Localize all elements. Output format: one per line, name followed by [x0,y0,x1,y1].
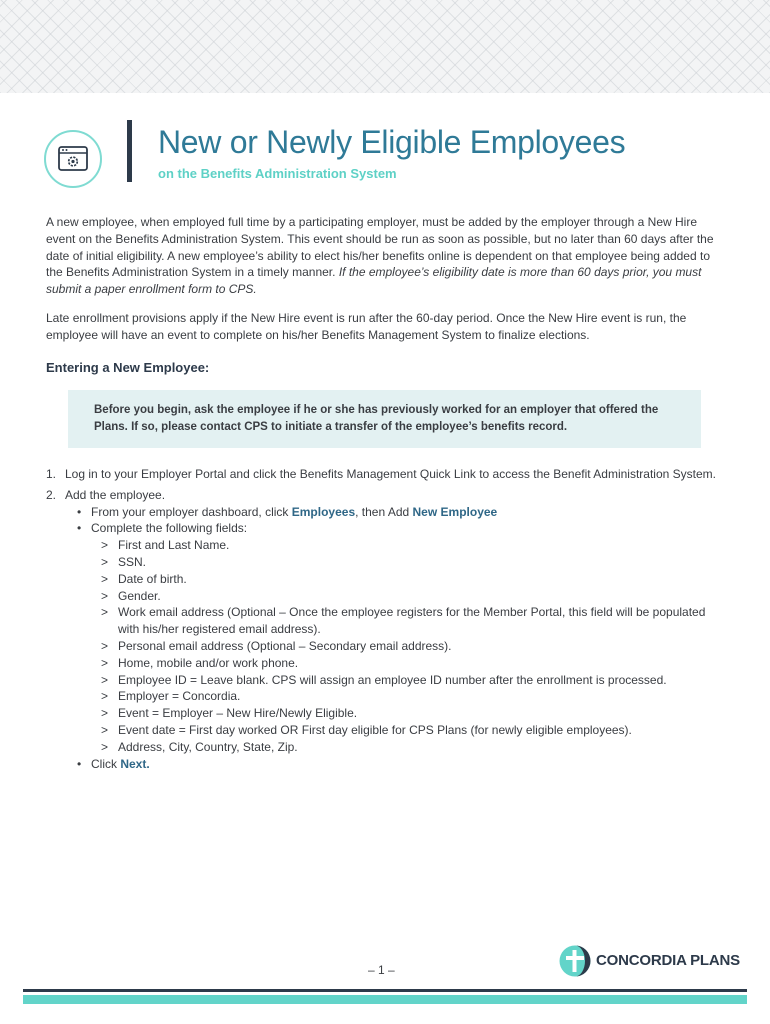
bullet-list [65,504,726,773]
field-item [101,588,726,605]
page-title: New or Newly Eligible Employees [158,124,626,160]
subitem-marker: > [101,588,109,603]
field-text: Home, mobile and/or work phone. [118,655,299,670]
bullet-text: Complete the following fields: [91,521,248,536]
page-subtitle: on the Benefits Administration System [158,166,397,181]
intro-italic-note: If the employee’s eligibility date is more than 60 days prior, you must submit a paper enrollment form to CPS. [46,265,702,297]
bullet-text: Click [91,756,121,771]
subitem-marker: > [101,722,109,737]
step-number: 2. [46,487,57,502]
field-text: SSN. [118,554,147,569]
employees-link[interactable]: Employees [291,504,356,519]
bullet-item [75,756,726,773]
subitem-marker: > [101,538,109,553]
page-number: – 1 – [368,963,395,977]
footer-rule-teal [23,995,747,1004]
new-employee-link[interactable]: New Employee [412,504,498,519]
field-text: Address, City, Country, State, Zip. [118,739,298,754]
field-item [101,638,726,655]
logo-text: CONCORDIA PLANS [596,952,740,969]
field-text: Employer = Concordia. [118,689,241,704]
subitem-marker: > [101,638,109,653]
header-divider [127,120,132,182]
field-item [101,655,726,672]
field-item [101,604,726,638]
bullet-marker: • [77,756,82,771]
field-text: Employee ID = Leave blank. CPS will assign an employee ID number after the enrollment is processed. [118,672,667,687]
field-text: Gender. [118,588,161,603]
subitem-marker: > [101,689,109,704]
late-enrollment-paragraph: Late enrollment provisions apply if the New Hire event is run after the 60-day period. Once the New Hire event is run, the employee will have an event to complete on his/her Benefits Management System to finalize elections. [46,311,687,342]
field-item [101,554,726,571]
steps-list [46,466,726,772]
subitem-marker: > [101,739,109,754]
step-text: Add the employee. [65,487,166,502]
field-item [101,571,726,588]
field-item [101,722,726,739]
field-item [101,739,726,756]
browser-gear-icon [44,130,102,188]
next-link[interactable]: Next. [120,756,150,771]
field-text: Date of birth. [118,571,187,586]
bullet-text: , then Add [355,504,413,519]
footer-rule-dark [23,989,747,992]
field-text: Work email address (Optional – Once the employee registers for the Member Portal, this field will be populated with his/her registered email address). [118,605,706,637]
subitem-marker: > [101,554,109,569]
document-header [44,120,734,190]
step-text: Log in to your Employer Portal and click the Benefits Management Quick Link to access the Benefit Administration System. [65,467,716,481]
field-item [101,537,726,554]
step-item [46,487,726,773]
bullet-item [75,520,726,755]
field-text: Event date = First day worked OR First day eligible for CPS Plans (for newly eligible employees). [118,722,632,737]
subitem-marker: > [101,706,109,721]
field-item [101,672,726,689]
field-item [101,705,726,722]
callout-box: Before you begin, ask the employee if he or she has previously worked for an employer that offered the Plans. If so, please contact CPS to initiate a transfer of the employee’s benefits record. [68,390,701,448]
field-item [101,688,726,705]
concordia-cross-logo-icon [558,944,592,983]
bullet-marker: • [77,521,82,536]
bullet-item [75,504,726,521]
bullet-marker: • [77,504,82,519]
bullet-text: From your employer dashboard, click [91,504,292,519]
subitem-marker: > [101,672,109,687]
field-text: Personal email address (Optional – Secondary email address). [118,638,452,653]
step-item [46,466,726,483]
field-text: First and Last Name. [118,538,230,553]
step-number: 1. [46,467,57,481]
intro-text: A new employee, when employed full time by a participating employer, must be added by the employer through a New Hire event on the Benefits Administration System. This event should be run as soon as possible, but no later than 60 days after the date of initial eligibility. A new employee’s ability to elect his/her benefits online is dependent on that employee being added to the Benefits Administration System in a timely manner. [46,215,714,280]
subitem-marker: > [101,605,109,620]
concordia-plans-logo [558,944,750,978]
field-text: Event = Employer – New Hire/Newly Eligible. [118,706,358,721]
subitem-marker: > [101,655,109,670]
section-heading: Entering a New Employee: [46,360,210,375]
intro-paragraph [46,214,726,298]
subitem-marker: > [101,571,109,586]
fields-list [91,537,726,755]
header-pattern-band [0,0,770,93]
